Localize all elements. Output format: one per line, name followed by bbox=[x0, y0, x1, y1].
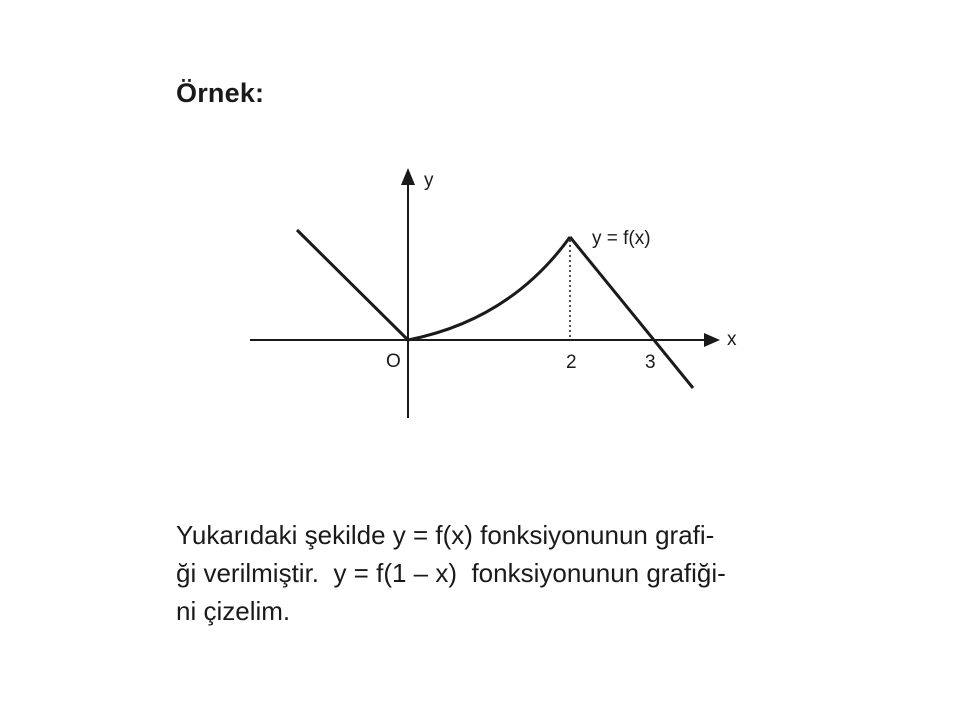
curve-arc-segment bbox=[408, 237, 570, 340]
problem-text-line: ni çizelim. bbox=[176, 596, 291, 626]
problem-text bbox=[176, 516, 816, 630]
y-axis-arrow-icon bbox=[401, 168, 415, 185]
tick-label-3: 3 bbox=[645, 352, 656, 373]
problem-text-line: ği verilmiştir. y = f(1 – x) fonksiyonunun grafiği- bbox=[176, 558, 726, 588]
curve-right-segment bbox=[570, 237, 693, 388]
tick-label-2: 2 bbox=[566, 352, 577, 373]
example-heading: Örnek: bbox=[176, 78, 265, 108]
y-axis-label: y bbox=[424, 170, 434, 191]
x-axis-label: x bbox=[727, 329, 737, 350]
curve-left-segment bbox=[297, 230, 408, 340]
origin-label: O bbox=[386, 351, 401, 372]
function-label: y = f(x) bbox=[592, 228, 651, 249]
x-axis-arrow-icon bbox=[704, 333, 720, 347]
problem-text-line: Yukarıdaki şekilde y = f(x) fonksiyonunun grafi- bbox=[176, 520, 715, 550]
